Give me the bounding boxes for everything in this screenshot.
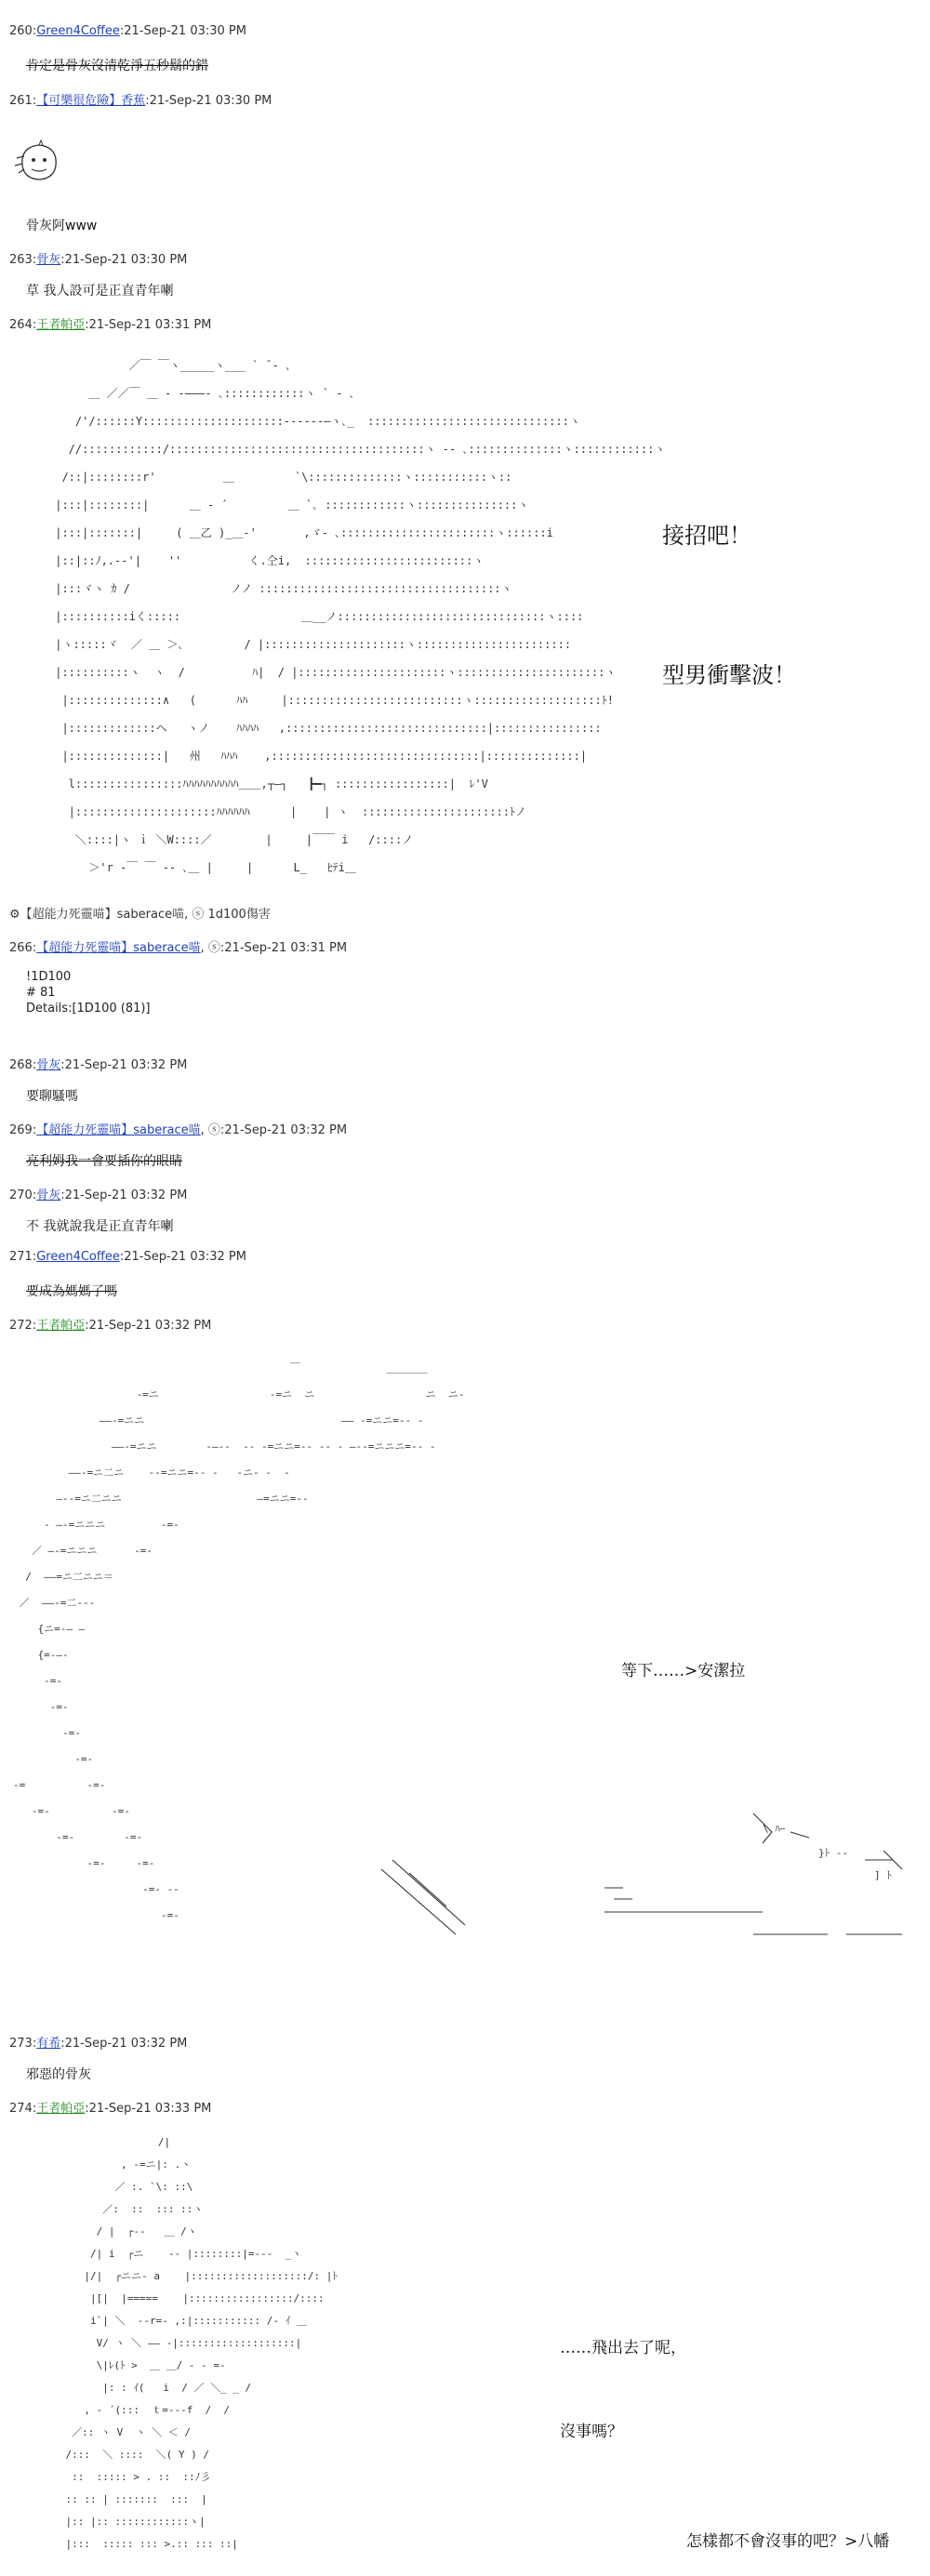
post-author-sep: :: [119, 24, 125, 38]
post-header-274: 274:王者帕亞:21-Sep-21 03:33 PM: [9, 2102, 212, 2116]
post-body-273: 邪惡的骨灰: [26, 2067, 91, 2082]
aa-caption-line3: 怎樣都不會沒事的吧？>八幡: [686, 2532, 890, 2551]
post-author-sep: :: [85, 318, 89, 332]
post-author-link[interactable]: 【可樂很危險】香蕉: [36, 94, 146, 108]
post-header-264: 264:王者帕亞:21-Sep-21 03:31 PM: [9, 318, 212, 332]
post-time: 21-Sep-21 03:32 PM: [224, 1123, 348, 1137]
post-time: 21-Sep-21 03:30 PM: [124, 24, 246, 38]
post-author-sep: :: [60, 253, 65, 267]
aa-caption-line2: 型男衝擊波！: [662, 662, 796, 688]
post-time: 21-Sep-21 03:30 PM: [149, 94, 272, 108]
post-number: 274: [9, 2102, 33, 2116]
post-number: 269: [9, 1123, 33, 1137]
post-number: 273: [9, 2037, 33, 2051]
svg-text:] ﾄ: ] ﾄ: [874, 1869, 892, 1881]
aa-caption-line1: 接招吧！: [662, 523, 751, 549]
post-number: 270: [9, 1188, 33, 1202]
post-author-link[interactable]: 骨灰: [36, 1058, 61, 1072]
post-body-261: 骨灰阿www: [26, 219, 98, 233]
dice-details: Details:[1D100 (81)]: [26, 1002, 151, 1016]
svg-text:\ ﾊｰ: \ ﾊｰ: [763, 1823, 786, 1835]
post-body-268: 要聊騷嗎: [26, 1089, 78, 1104]
post-number: 268: [9, 1058, 33, 1072]
post-body-271: 要成為媽媽了嗎: [26, 1284, 117, 1299]
post-header-260: [9, 24, 246, 38]
post-header-273: 273:有希:21-Sep-21 03:32 PM: [9, 2037, 188, 2051]
dice-block: [26, 969, 151, 1016]
post-author-link[interactable]: 有希: [36, 2037, 61, 2051]
post-header-272: 272:王者帕亞:21-Sep-21 03:32 PM: [9, 1319, 212, 1333]
post-author-link[interactable]: 王者帕亞: [36, 2102, 86, 2116]
post-author-sep: :: [85, 1319, 89, 1333]
post-author-link[interactable]: 【超能力死靈喵】saberace喵: [36, 1123, 201, 1137]
post-number: 264: [9, 318, 33, 332]
post-time: 21-Sep-21 03:32 PM: [64, 1188, 188, 1202]
post-author-link[interactable]: 骨灰: [36, 253, 61, 267]
post-author-sep: :: [85, 2102, 89, 2116]
post-time: 21-Sep-21 03:32 PM: [64, 1058, 188, 1072]
post-header-271: 271:Green4Coffee:21-Sep-21 03:32 PM: [9, 1250, 246, 1264]
ascii-art-hero: ／￣ ￣ヽ_____ヽ___ ` ̄ ‐ ､ ＿ ／／￣ ＿ ‐ ‐―――‐ ､::::::::::::ヽ ` ‐ ､ /'/::::::Y:::::::::::::::::::::‐‐‐‐‐‐―ヽ､_ ::::::::::::::::::::::::::::::ヽ //::::::::::::/::::::::::::::::::::::::::::::::::::::ヽ ‐‐ ､::::::::::::::ヽ::::::::::::ヽ /::|::::::::r' ＿ `\::::::::::::::ヽ:::::::::::ヽ:: |:::|::::::::| ＿ ‐ ´ ＿ `､ ::::::::::::ヽ:::::::::::::::ヽ |:::|:::::::| ( ＿乙 )_＿‐' ,ゞ‐ ､:::::::::::::::::::::::ヽ::::::i |::|::ﾉ,.-‐'| '' く.仝i, :::::::::::::::::::::::::ヽ |:::ヾヽ ｶ / ノノ ::::::::::::::::::::::::::::::::::::ヽ |::::::::::iく::::: ＿__ノ:::::::::::::::::::::::::::::::ヽ:::: |ヽ:::::ヾ ／ ＿ ＞､ / |:::::::::::::::::::::ヽ::::::::::::::::::::::: |::::::::::ヽ ヽ / ﾊ| / |::::::::::::::::::::::ヽ::::::::::::::::::::::ヽ |::::::::::::::∧ ( ﾊﾊ |::::::::::::::::::::::::::ヽ:::::::::::::::::::ﾄ! |:::::::::::::ヘ ヽノ ﾊﾊﾊﾊ ,::::::::::::::::::::::::::::::|:::::::::::::::: |::::::::::::::| 州 ﾊﾊﾊ ,:::::::::::::::::::::::::::::::|::::::::::::::| l::::::::::::::::ﾊﾊﾊﾊﾊﾊﾊﾊﾊﾊ＿＿,┬―┐ ┣━┐ :::::::::::::::::| ﾚ'V |:::::::::::::::::::::ﾊﾊﾊﾊﾊﾊ | | ヽ ::::::::::::::::::::::ﾄノ ＼::::|ヽ ｉ ＼W::::／ | |￣￣ i /::::ノ ＞'r ‐￣ ￣ ‐‐ ､＿ | | L_ ﾋﾃi＿: [55, 359, 666, 874]
aa-caption-line1: ……飛出去了呢，: [560, 2339, 686, 2357]
post-author-sep: , ⓢ:: [200, 941, 225, 955]
post-time: 21-Sep-21 03:32 PM: [124, 1250, 246, 1264]
post-author-sep: :: [60, 1188, 65, 1202]
doodle-face-icon: [13, 138, 65, 184]
post-time: 21-Sep-21 03:32 PM: [64, 2037, 188, 2051]
post-time: 21-Sep-21 03:31 PM: [224, 941, 348, 955]
post-author-link[interactable]: 【超能力死靈喵】saberace喵: [36, 941, 201, 955]
post-time: 21-Sep-21 03:31 PM: [88, 318, 212, 332]
post-author-link[interactable]: Green4Coffee: [36, 1250, 120, 1264]
post-author-link[interactable]: 王者帕亞: [36, 1319, 86, 1333]
post-author-sep: :: [60, 1058, 65, 1072]
post-author-sep: :: [145, 94, 150, 108]
post-time: 21-Sep-21 03:30 PM: [64, 253, 188, 267]
post-author-link[interactable]: 王者帕亞: [36, 318, 86, 332]
post-number: 271: [9, 1250, 33, 1264]
post-header-266: 266:【超能力死靈喵】saberace喵, ⓢ:21-Sep-21 03:31 PM: [9, 941, 348, 955]
aa-caption-line2: 沒事嗎？: [560, 2423, 623, 2441]
post-body-270: 不 我就說我是正直青年喇: [26, 1219, 174, 1234]
post-number: 263: [9, 253, 33, 267]
post-header-269: 269:【超能力死靈喵】saberace喵, ⓢ:21-Sep-21 03:32 PM: [9, 1123, 348, 1137]
post-time: 21-Sep-21 03:32 PM: [88, 1319, 212, 1333]
post-number: 266: [9, 941, 33, 955]
post-header-263: 263:骨灰:21-Sep-21 03:30 PM: [9, 253, 188, 267]
post-author-sep: :: [119, 1250, 125, 1264]
post-author-sep: :: [60, 2037, 65, 2051]
post-author-link[interactable]: Green4Coffee: [36, 24, 120, 38]
post-author-sep: , ⓢ:: [200, 1123, 225, 1137]
post-body-263: 草 我人設可是正直青年喇: [26, 284, 174, 299]
post-number: 261: [9, 94, 33, 108]
post-number: 272: [9, 1319, 33, 1333]
post-body-260: 肯定是骨灰沒清乾淨五秒鬍的錯: [26, 59, 208, 73]
ascii-art-character: /| , ‐=ニ|: .ヽ ／ :. `\: ::\ ／: :: ::: ::ヽ / | ┌‐‐ ＿ /ヽ /| i ┌ニ ‐‐ |::::::::|=‐‐‐ _ヽ |/| ┌ニニ‐ a |:::::::::::::::::::/: |ﾄ |[| |===== |:::::::::::::::::/:::: i`| ＼ ‐‐r=‐ ,:|::::::::::: /‐ ｲ ＿ V/ ヽ ＼ ―― ‐|:::::::::::::::::::| \|ﾚ(ﾄ > ＿ ＿/ ‐ ‐ =‐ |: : ｲ( i / ／ ＼_ _ / , ‐ ´(::: ｔ=‐‐‐f / / ／:: ヽ V ヽ ＼ ＜ / /::: ＼ :::: ＼( Y ) / :: ::::: > . :: ::ﾉ彡 :: :: | ::::::: ::: | |:: |:: ::::::::::::ヽ| |::: ::::: ::: >.:: ::: ::|: [65, 2136, 338, 2550]
svg-text:}ﾄ ‐‐: }ﾄ ‐‐: [818, 1847, 848, 1859]
impact-lines: [326, 1795, 921, 1972]
post-time: 21-Sep-21 03:33 PM: [88, 2102, 212, 2116]
post-sep: :: [32, 24, 37, 38]
post-body-269: 亮利姆我一會要插你的眼睛: [26, 1154, 182, 1169]
post-number: 260: [9, 24, 33, 38]
post-header-261: 261:【可樂很危險】香蕉:21-Sep-21 03:30 PM: [9, 94, 272, 108]
aa-caption-line1: 等下……>安潔拉: [621, 1662, 746, 1680]
dice-result: # 81: [26, 986, 56, 1000]
post-header-268: 268:骨灰:21-Sep-21 03:32 PM: [9, 1058, 188, 1072]
post-author-link[interactable]: 骨灰: [36, 1188, 61, 1202]
dice-notice: ⚙【超能力死靈喵】saberace喵, ⓢ 1d100傷害: [9, 908, 271, 922]
dice-command: !1D100: [26, 970, 72, 984]
ascii-art-wave: ￣ ＿＿＿＿ ‐=ニ ‐=ニ ニ ニ ニ‐ ――‐=ニニ ―― ‐=ニニ=‐‐ ‐ ――‐=ニニ ‐―‐‐ ‐‐ ‐=ニニ=‐‐ ‐‐ ‐ ―‐‐=ニニニ=‐‐ ‐ ――‐=ニ二ニ ‐‐=ニニ=‐‐ ‐ ‐ニ‐ ‐ ‐ ―‐‐=ニ二ニニ ―=ニニ=‐‐ ‐ ―‐=ニニニ ‐=‐ ／ ―‐=ニニニ ‐=‐ / ――=ニ二ニニ＝ ／ ――‐=二‐‐‐ {ニ=‐― ― {=‐―‐ ‐=‐ ‐=‐ ‐=‐ ‐=‐ ‐= ‐=‐ ‐=‐ ‐=‐ ‐=‐ ‐=‐ ‐=‐ ‐=‐ ‐=‐ ‐‐ ‐=‐: [13, 1362, 465, 1921]
post-header-270: 270:骨灰:21-Sep-21 03:32 PM: [9, 1188, 188, 1202]
